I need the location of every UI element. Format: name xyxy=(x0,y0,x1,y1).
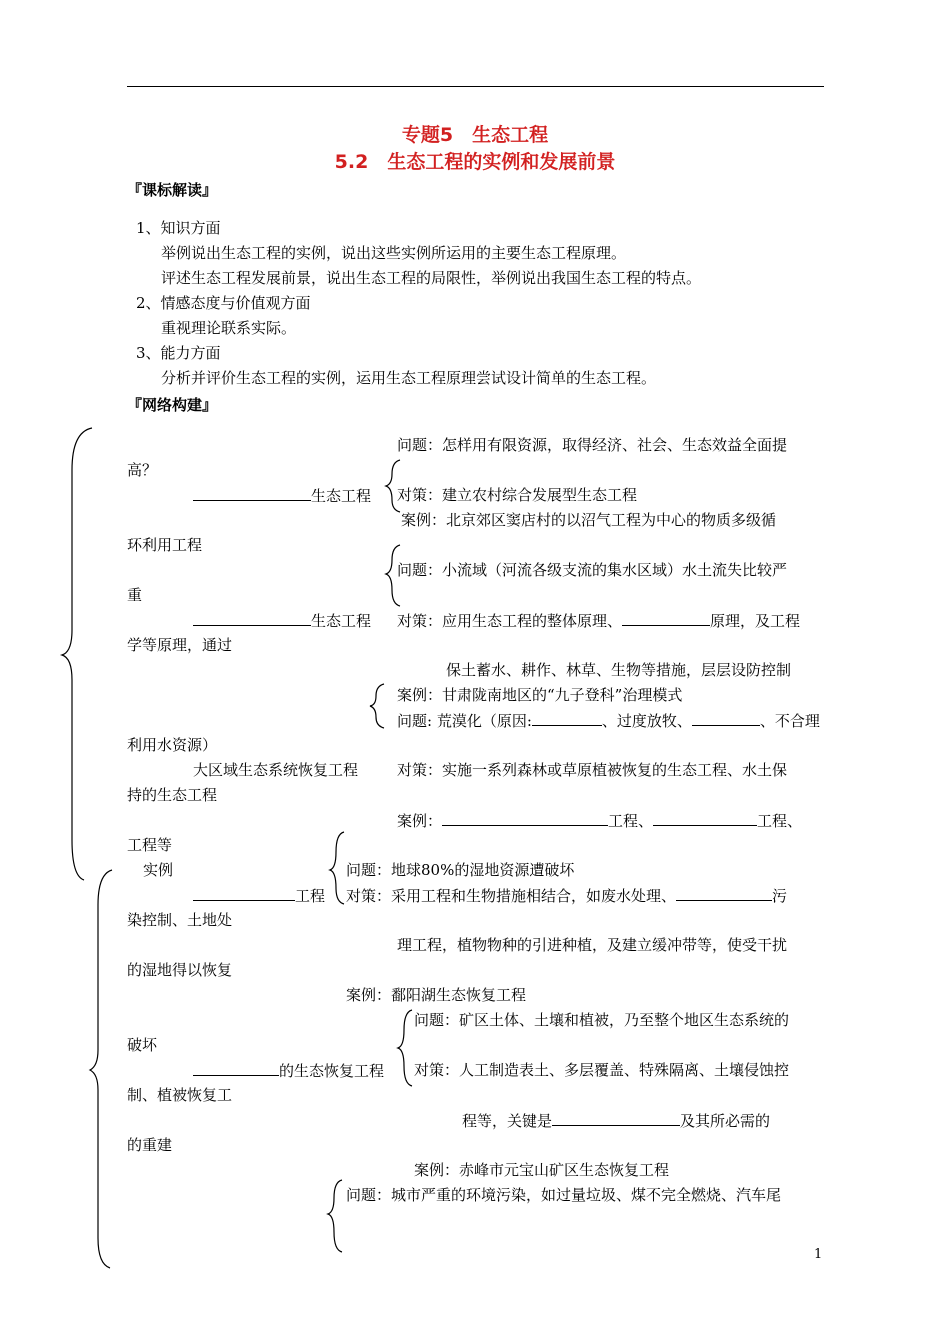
net-case-5: 案例：赤峰市元宝山矿区生态恢复工程 xyxy=(414,1161,670,1179)
net-line: 保土蓄水、耕作、林草、生物等措施，层层设防控制 xyxy=(446,661,792,679)
net-problem-6: 问题：城市严重的环境污染，如过量垃圾、煤不完全燃烧、汽车尾 xyxy=(346,1186,782,1204)
fill-blank[interactable] xyxy=(653,810,757,826)
item-knowledge-1: 举例说出生态工程的实例，说出这些实例所运用的主要生态工程原理。 xyxy=(161,244,627,262)
section-heading-standards: 『课标解读』 xyxy=(127,181,218,199)
item-ability: 3、能力方面 xyxy=(136,344,221,362)
net-examples-label: 实例 xyxy=(143,861,174,879)
net-case-4: 案例：鄱阳湖生态恢复工程 xyxy=(346,986,527,1004)
fill-blank[interactable] xyxy=(193,885,295,901)
page-number: 1 xyxy=(814,1247,823,1262)
net-problem-3: 问题: 荒漠化（原因: 、过度放牧、 、不合理 xyxy=(397,712,820,730)
net-eng-3: 大区域生态系统恢复工程 xyxy=(193,761,359,779)
net-problem-4: 问题：地球80%的湿地资源遭破坏 xyxy=(346,861,575,879)
net-line: 重 xyxy=(127,586,143,604)
title-line-1: 专题5 生态工程 xyxy=(401,124,549,146)
fill-blank[interactable] xyxy=(552,1110,680,1126)
item-knowledge: 1、知识方面 xyxy=(136,219,221,237)
net-case-2: 案例：甘肃陇南地区的“九子登科”治理模式 xyxy=(397,686,683,704)
net-line: 染控制、土地处 xyxy=(127,911,233,929)
fill-blank[interactable] xyxy=(622,610,710,626)
net-line: 的湿地得以恢复 xyxy=(127,961,233,979)
net-line: 破坏 xyxy=(127,1036,158,1054)
net-line: 学等原理，通过 xyxy=(127,636,233,654)
net-measure-5: 对策：人工制造表土、多层覆盖、特殊隔离、土壤侵蚀控 xyxy=(414,1061,790,1079)
net-line: 的重建 xyxy=(127,1136,173,1154)
fill-blank[interactable] xyxy=(532,710,602,726)
item-attitude-1: 重视理论联系实际。 xyxy=(161,319,297,337)
net-measure-4: 对策：采用工程和生物措施相结合，如废水处理、 污 xyxy=(346,887,788,905)
net-line: 程等，关键是 及其所必需的 xyxy=(462,1112,771,1130)
net-measure-2: 对策：应用生态工程的整体原理、 原理，及工程 xyxy=(397,612,801,630)
net-measure-3: 对策：实施一系列森林或草原植被恢复的生态工程、水土保 xyxy=(397,761,788,779)
item-ability-1: 分析并评价生态工程的实例，运用生态工程原理尝试设计简单的生态工程。 xyxy=(161,369,657,387)
net-line: 持的生态工程 xyxy=(127,786,218,804)
net-eng-4: 工程 xyxy=(193,885,325,906)
net-problem-5: 问题：矿区土体、土壤和植被，乃至整个地区生态系统的 xyxy=(414,1011,790,1029)
net-eng-2: 生态工程 xyxy=(193,610,371,631)
net-problem-1: 问题：怎样用有限资源，取得经济、社会、生态效益全面提 xyxy=(397,436,788,454)
net-eng-1: 生态工程 xyxy=(193,485,371,506)
net-line: 工程等 xyxy=(127,836,173,854)
fill-blank[interactable] xyxy=(692,710,760,726)
net-line: 环利用工程 xyxy=(127,536,203,554)
section-heading-network: 『网络构建』 xyxy=(127,396,218,414)
net-line: 高？ xyxy=(127,461,158,479)
net-problem-2: 问题：小流域（河流各级支流的集水区域）水土流失比较严 xyxy=(397,561,788,579)
fill-blank[interactable] xyxy=(193,1060,279,1076)
net-line: 理工程，植物物种的引进种植，及建立缓冲带等，使受干扰 xyxy=(397,936,788,954)
item-attitude: 2、情感态度与价值观方面 xyxy=(136,294,311,312)
fill-blank[interactable] xyxy=(193,485,311,501)
net-measure-1: 对策：建立农村综合发展型生态工程 xyxy=(397,486,638,504)
fill-blank[interactable] xyxy=(442,810,608,826)
fill-blank[interactable] xyxy=(193,610,311,626)
net-case-1: 案例：北京郊区窦店村的以沼气工程为中心的物质多级循 xyxy=(401,511,777,529)
net-line: 制、植被恢复工 xyxy=(127,1086,233,1104)
fill-blank[interactable] xyxy=(676,885,772,901)
net-case-3: 案例： 工程、 工程、 xyxy=(397,812,803,830)
item-knowledge-2: 评述生态工程发展前景，说出生态工程的局限性，举例说出我国生态工程的特点。 xyxy=(161,269,702,287)
net-eng-5: 的生态恢复工程 xyxy=(193,1060,384,1081)
title-line-2: 5.2 生态工程的实例和发展前景 xyxy=(334,151,616,173)
net-line: 利用水资源） xyxy=(127,736,218,754)
